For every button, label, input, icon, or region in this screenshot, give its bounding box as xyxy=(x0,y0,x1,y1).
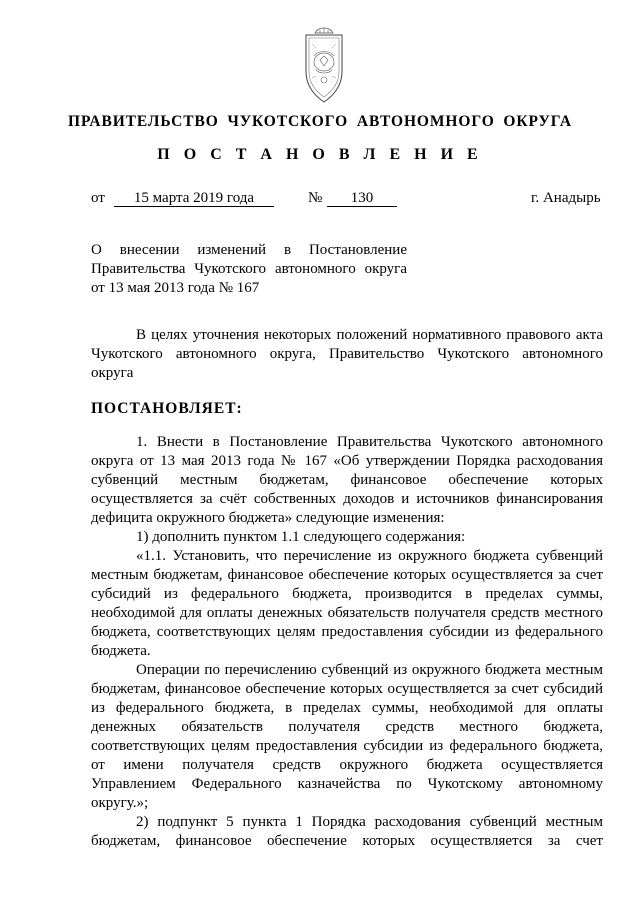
operations-line: округу.»; xyxy=(91,795,149,811)
document-date-value: 15 марта 2019 года xyxy=(114,191,274,207)
document-date xyxy=(114,190,274,207)
coat-of-arms-emblem xyxy=(300,26,348,104)
operations-line: из федерального бюджета, в пределах суммы, необходимой для оплаты xyxy=(91,700,603,716)
paragraph-line: осуществляется за счёт собственных доходов и источников финансирования xyxy=(91,491,603,507)
quote-line: бюджета. xyxy=(91,643,151,659)
resolves-heading: ПОСТАНОВЛЯЕТ: xyxy=(91,400,243,417)
document-type-title: П О С Т А Н О В Л Е Н И Е xyxy=(157,146,483,163)
item-2-line: бюджетам, финансовое обеспечение которых осуществляется за счет xyxy=(91,833,603,849)
preamble-line: Чукотского автономного округа, Правительство Чукотского автономного xyxy=(91,346,603,362)
quote-line: местным бюджетам, финансовое обеспечение которых осуществляется за счет xyxy=(91,567,603,583)
main-text xyxy=(91,433,603,851)
subject-line: от 13 мая 2013 года № 167 xyxy=(91,280,260,296)
paragraph-line: 1. Внести в Постановление Правительства Чукотского автономного xyxy=(136,434,603,450)
item-2-line: 2) подпункт 5 пункта 1 Порядка расходования субвенций местным xyxy=(136,814,603,830)
operations-line: от имени получателя средств окружного бюджета осуществляется xyxy=(91,757,603,773)
number-prefix: № xyxy=(308,190,323,206)
operations-line: бюджетам, финансовое обеспечение которых осуществляется за счет субсидий xyxy=(91,681,603,697)
government-title: ПРАВИТЕЛЬСТВО ЧУКОТСКОГО АВТОНОМНОГО ОКРУГА xyxy=(68,113,572,130)
document-subject xyxy=(91,241,407,298)
quote-line: необходимой для оплаты денежных обязательств получателя средств местного xyxy=(91,605,603,621)
subject-line: О внесении изменений в Постановление xyxy=(91,242,407,258)
subject-line: Правительства Чукотского автономного округа xyxy=(91,261,407,277)
date-prefix: от xyxy=(91,190,105,206)
document-number xyxy=(327,190,397,207)
operations-line: соответствующих целям предоставления субсидии из федерального бюджета, xyxy=(91,738,603,754)
quote-line: субсидий из федерального бюджета, производится в пределах суммы, xyxy=(91,586,603,602)
paragraph-line: субвенций местным бюджетам, финансовое обеспечение которых xyxy=(91,472,603,488)
document-number-value: 130 xyxy=(327,191,397,207)
quote-line: «1.1. Установить, что перечисление из окружного бюджета субвенций xyxy=(136,548,603,564)
preamble-line: округа xyxy=(91,365,134,381)
paragraph-line: округа от 13 мая 2013 года № 167 «Об утверждении Порядка расходования xyxy=(91,453,603,469)
document-city: г. Анадырь xyxy=(531,190,601,206)
preamble xyxy=(91,326,603,383)
quote-line: бюджета, соответствующих целям предоставления субсидии из федерального xyxy=(91,624,603,640)
operations-line: денежных обязательств получателя средств местного бюджета, xyxy=(91,719,603,735)
preamble-line: В целях уточнения некоторых положений нормативного правового акта xyxy=(136,327,603,343)
item-1-line: 1) дополнить пунктом 1.1 следующего содержания: xyxy=(136,529,466,545)
operations-line: Операции по перечислению субвенций из окружного бюджета местным xyxy=(136,662,603,678)
operations-line: Управлением Федерального казначейства по Чукотскому автономному xyxy=(91,776,603,792)
paragraph-line: дефицита окружного бюджета» следующие изменения: xyxy=(91,510,445,526)
